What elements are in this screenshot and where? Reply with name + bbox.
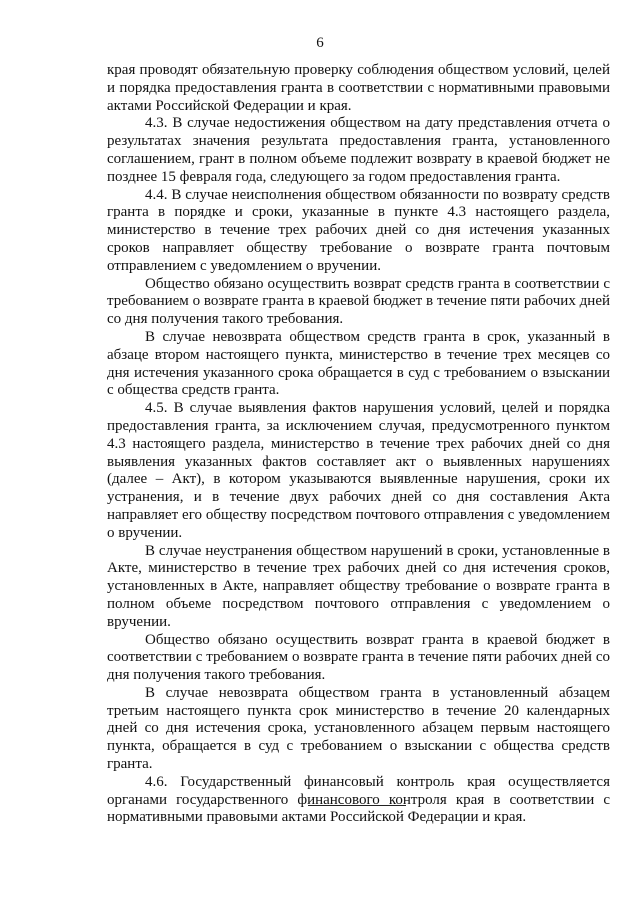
paragraph-4-5-non-remedy: В случае неустранения обществом нарушений в сроки, установленные в Акте, министерство в течение трех рабочих дней со дня истечения сроков, установленных в Акте, направляет обществу требование о возврате гранта в полном объеме посредством почтового отправления с уведомлением о вручении. [107,542,610,630]
paragraph-4-5-court-claim: В случае невозврата обществом гранта в установленный абзацем третьим настоящего пункта срок министерство в течение 20 календарных дней со дня истечения срока, установленного абзацем первым настоящего пункта, обращается в суд с требованием о взыскании с общества средств гранта. [107,684,610,773]
paragraph-4-5: 4.5. В случае выявления фактов нарушения условий, целей и порядка предоставления гранта, за исключением случая, предусмотренного пунктом 4.3 настоящего раздела, министерство в течение трех рабочих дней со дня выявления указанных фактов составляет акт о выявленных нарушениях (далее – Акт), в котором указываются выявленные нарушения, сроки их устранения, и в течение двух рабочих дней со дня составления Акта направляет его обществу посредством почтового отправления с уведомлением о вручении. [107,400,610,541]
paragraph-4-3: 4.3. В случае недостижения обществом на дату представления отчета о результатах значения результата предоставления гранта, установленного соглашением, грант в полном объеме подлежит возврату в краевой бюджет не позднее 15 февраля года, следующего за годом предоставления гранта. [107,115,610,185]
paragraph-4-4-return-obligation: Общество обязано осуществить возврат средств гранта в соответствии с требованием о возврате гранта в краевой бюджет в течение пяти рабочих дней со дня получения такого требования. [107,275,610,328]
paragraph-4-4-court-claim: В случае невозврата обществом средств гранта в срок, указанный в абзаце втором настоящего пункта, министерство в течение трех месяцев со дня истечения указанного срока обращается в суд с требованием о взыскании с общества средств гранта. [107,328,610,399]
document-body [107,62,610,827]
paragraph-4-5-return-obligation: Общество обязано осуществить возврат гранта в краевой бюджет в соответствии с требованием о возврате гранта в течение пяти рабочих дней со дня получения такого требования. [107,631,610,684]
end-of-document-rule [308,805,406,806]
paragraph-4-4: 4.4. В случае неисполнения обществом обязанности по возврату средств гранта в порядке и сроки, указанные в пункте 4.3 настоящего раздела, министерство в течение трех рабочих дней со дня истечения указанных сроков направляет обществу требование о возврате гранта почтовым отправлением с уведомлением о вручении. [107,186,610,274]
paragraph-continuation: края проводят обязательную проверку соблюдения обществом условий, целей и порядка предоставления гранта в соответствии с нормативными правовыми актами Российской Федерации и края. [107,62,610,114]
paragraph-4-6: 4.6. Государственный финансовый контроль края осуществляется органами государственного финансового контроля края в соответствии с нормативными правовыми актами Российской Федерации и края. [107,773,610,826]
page-number: 6 [316,35,324,51]
